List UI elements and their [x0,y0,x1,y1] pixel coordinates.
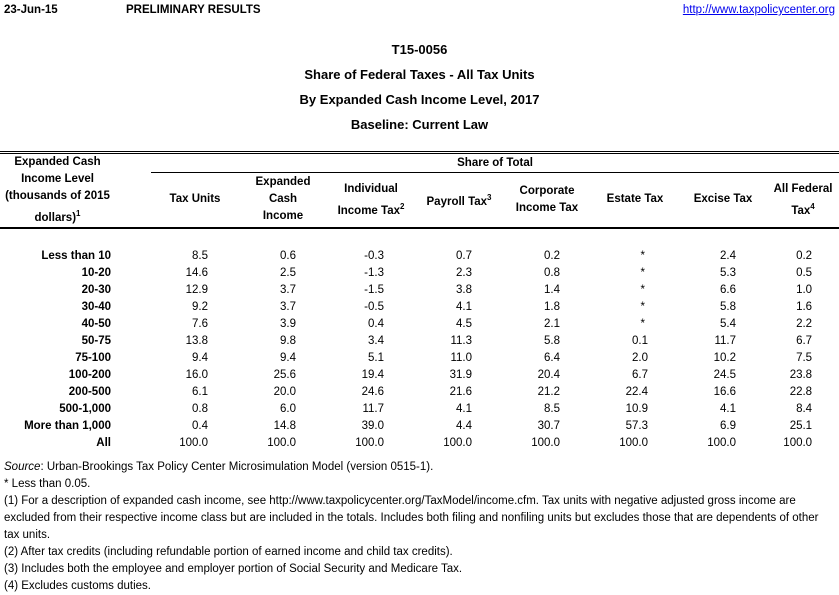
table-cell: 0.6 [280,249,296,262]
row-label: 30-40 [81,300,111,313]
table-cell: 6.7 [632,368,648,381]
row-label: 100-200 [68,368,111,381]
footnote-3: (3) Includes both the employee and employer portion of Social Security and Medicare Tax. [4,563,463,575]
table-cell: 5.1 [368,351,384,364]
source-note: Source: Urban-Brookings Tax Policy Center Microsimulation Model (version 0515-1). [4,461,434,473]
table-cell: * [640,300,645,313]
table-cell: 4.1 [720,402,736,415]
table-cell: 1.0 [796,283,813,296]
table-cell: 9.4 [192,351,208,364]
table-row [0,350,839,367]
table-cell: 1.8 [544,300,560,313]
table-row [0,401,839,418]
col-header-corporate-income-tax: Corporate Income Tax [515,184,579,214]
row-label: More than 1,000 [24,419,111,432]
table-cell: 19.4 [361,368,384,381]
table-cell: 30.7 [537,419,560,432]
table-cell: 23.8 [789,368,813,381]
row-label: 20-30 [81,283,111,296]
table-cell: * [640,249,645,262]
table-row [0,248,839,265]
table-row [0,265,839,282]
footnote-star: * Less than 0.05. [4,478,91,490]
table-cell: 0.5 [796,266,813,279]
table-cell: * [640,266,645,279]
col-header-payroll-tax: Payroll Tax$^3$ [426,193,492,208]
col-header-individual-income-tax: Individual Income Tax$^2$ [337,182,405,217]
table-cell: 9.8 [280,334,296,347]
col-header-all-federal-tax: All Federal Tax$^4$ [773,182,833,217]
table-cell: 1.4 [544,283,560,296]
table-cell: 22.4 [625,385,648,398]
table-row [0,418,839,435]
table-cell: 16.0 [185,368,208,381]
table-cell: 14.6 [185,266,208,279]
table-cell: 100.0 [267,436,296,449]
table-cell: 24.6 [361,385,384,398]
share-of-total-header: Share of Total [151,153,839,173]
table-cell: -0.3 [364,249,384,262]
row-label: 50-75 [81,334,111,347]
row-label: 500-1,000 [59,402,111,415]
col-header-estate-tax: Estate Tax [606,193,664,206]
table-row [0,435,839,452]
table-cell: 0.4 [192,419,208,432]
table-row [0,333,839,350]
table-cell: 7.6 [192,317,208,330]
table-cell: 6.1 [192,385,208,398]
table-cell: 3.4 [368,334,384,347]
table-cell: 0.8 [544,266,560,279]
table-cell: 4.1 [456,402,472,415]
report-date: 23-Jun-15 [4,4,58,16]
table-cell: 11.7 [714,334,736,347]
table-cell: -1.3 [364,266,384,279]
table-title: Share of Federal Taxes - All Tax Units [304,67,535,82]
table-cell: 3.7 [280,283,296,296]
table-cell: 21.2 [537,385,560,398]
table-cell: 2.2 [796,317,813,330]
table-cell: 0.2 [796,249,813,262]
table-row [0,384,839,401]
table-cell: 0.8 [192,402,208,415]
col-header-excise-tax: Excise Tax [693,193,753,206]
table-cell: 6.6 [720,283,736,296]
table-cell: 0.7 [456,249,472,262]
row-label: 10-20 [81,266,111,279]
table-cell: 25.1 [789,419,813,432]
col-header-tax-units: Tax Units [169,193,221,206]
table-cell: -0.5 [364,300,384,313]
table-cell: 2.4 [720,249,736,262]
table-cell: 100.0 [179,436,208,449]
table-cell: 100.0 [443,436,472,449]
table-cell: 3.8 [456,283,472,296]
tpc-link[interactable]: http://www.taxpolicycenter.org [682,4,835,16]
table-cell: 22.8 [789,385,813,398]
table-cell: 100.0 [707,436,736,449]
table-cell: 9.2 [192,300,208,313]
footnote-2: (2) After tax credits (including refundable portion of earned income and child tax credits). [4,546,453,558]
table-cell: 4.5 [456,317,472,330]
status-label: PRELIMINARY RESULTS [126,4,261,16]
table-cell: * [640,317,645,330]
table-cell: 0.4 [368,317,384,330]
table-row [0,282,839,299]
table-cell: 24.5 [713,368,736,381]
table-cell: 9.4 [280,351,296,364]
table-cell: 10.9 [625,402,648,415]
table-cell: 31.9 [449,368,472,381]
table-row [0,316,839,333]
table-cell: 0.1 [632,334,648,347]
table-cell: 5.3 [720,266,736,279]
row-label: All [96,436,111,449]
table-cell: 10.2 [713,351,736,364]
table-cell: 3.9 [280,317,296,330]
table-cell: 100.0 [531,436,560,449]
table-cell: 2.5 [280,266,296,279]
table-cell: 100.0 [619,436,648,449]
table-cell: -1.5 [364,283,384,296]
table-cell: 2.3 [456,266,472,279]
table-cell: 21.6 [449,385,472,398]
table-cell: 4.4 [456,419,472,432]
share-of-taxes-table [0,151,839,452]
table-id: T15-0056 [391,42,448,57]
table-cell: 5.8 [720,300,736,313]
table-cell: 6.7 [796,334,813,347]
table-cell: 100.0 [783,436,813,449]
col-header-expanded-cash-income: Expanded Cash Income [255,176,311,223]
table-cell: 2.1 [544,317,560,330]
table-cell: 25.6 [273,368,296,381]
table-cell: 6.4 [544,351,560,364]
table-cell: 8.4 [796,402,813,415]
table-cell: * [640,283,645,296]
footnote-4: (4) Excludes customs duties. [4,580,152,592]
table-cell: 2.0 [632,351,648,364]
baseline-label: Baseline: Current Law [350,117,489,132]
table-cell: 4.1 [456,300,472,313]
table-cell: 1.6 [796,300,813,313]
table-cell: 13.8 [185,334,208,347]
row-label: 75-100 [75,351,111,364]
table-cell: 16.6 [713,385,736,398]
table-cell: 8.5 [192,249,208,262]
table-cell: 20.0 [273,385,296,398]
table-cell: 5.4 [720,317,736,330]
row-label: Less than 10 [41,249,111,262]
table-cell: 11.0 [450,351,472,364]
table-subtitle: By Expanded Cash Income Level, 2017 [299,92,540,107]
table-cell: 20.4 [537,368,560,381]
table-cell: 11.3 [450,334,472,347]
table-cell: 12.9 [185,283,208,296]
table-cell: 0.2 [544,249,560,262]
table-cell: 39.0 [361,419,384,432]
table-cell: 6.9 [720,419,736,432]
table-cell: 100.0 [355,436,384,449]
table-cell: 14.8 [273,419,296,432]
table-cell: 6.0 [280,402,296,415]
table-cell: 11.7 [362,402,384,415]
table-cell: 3.7 [280,300,296,313]
footnote-1: (1) For a description of expanded cash income, see http://www.taxpolicycenter.org/TaxModel/income.cfm. Tax units with negative adjusted gross income are excluded from their respective income class but are included in the totals. Includes both filing and nonfiling units but excludes those that are dependents of other tax units. [4,495,819,541]
table-cell: 57.3 [625,419,648,432]
table-cell: 7.5 [796,351,813,364]
table-cell: 8.5 [544,402,560,415]
row-label: 200-500 [68,385,111,398]
table-row [0,299,839,316]
income-level-header: Expanded Cash Income Level (thousands of 2015 dollars)$^1$ [0,153,151,228]
table-row [0,367,839,384]
table-cell: 5.8 [544,334,560,347]
row-label: 40-50 [81,317,111,330]
